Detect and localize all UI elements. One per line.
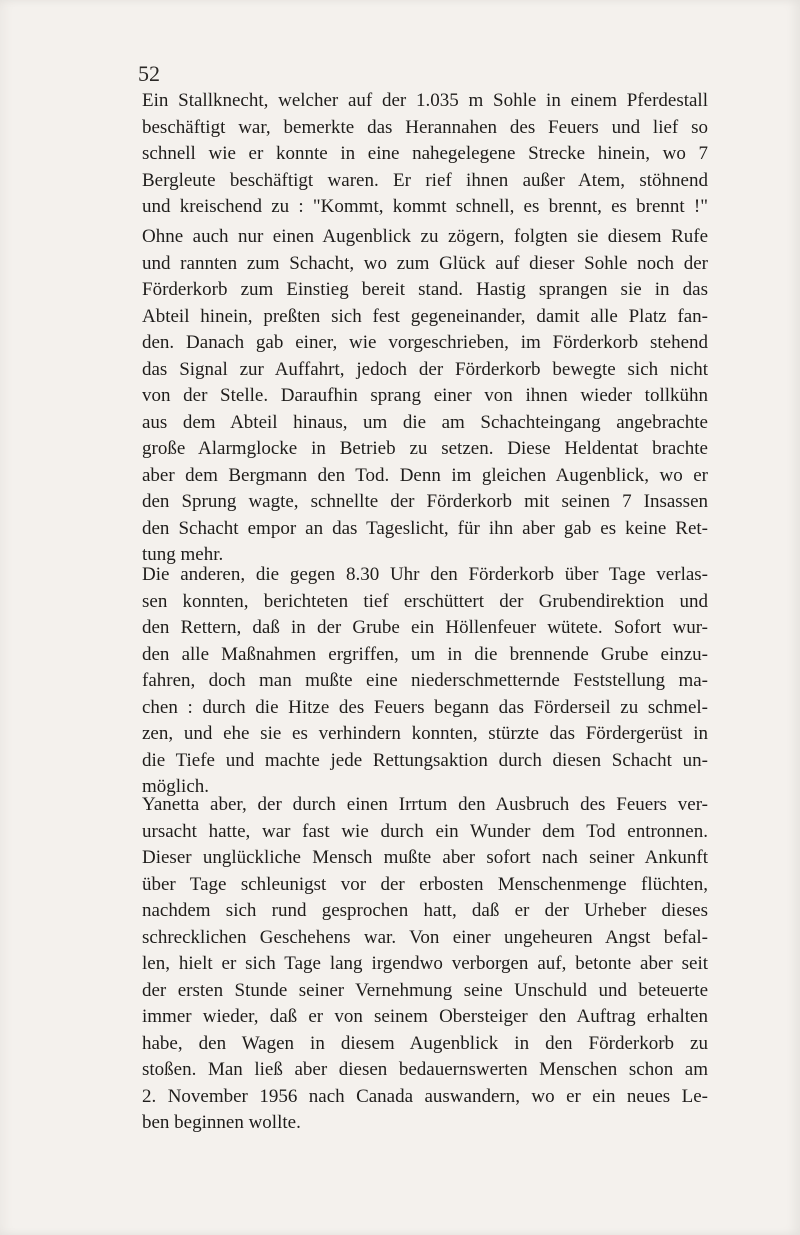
text-line: den alle Maßnahmen ergriffen, um in die brennende Grube einzu- — [142, 643, 708, 665]
text-line: der ersten Stunde seiner Vernehmung seine Unschuld und beteuerte — [142, 979, 708, 1001]
text-line: fahren, doch man mußte eine niederschmetternde Feststellung ma- — [142, 670, 708, 691]
text-line: aber dem Bergmann den Tod. Denn im gleichen Augenblick, wo er — [142, 464, 708, 486]
text-line: schrecklichen Geschehens war. Von einer ungeheuren Angst befal- — [142, 926, 708, 948]
text-line: stoßen. Man ließ aber diesen bedauernswerten Menschen schon am — [142, 1059, 708, 1080]
text-line: den Schacht empor an das Tageslicht, für ihn aber gab es keine Ret- — [142, 517, 708, 539]
text-line: die Tiefe und machte jede Rettungsaktion durch diesen Schacht un- — [142, 749, 708, 771]
paragraph-3 — [142, 562, 708, 801]
text-line: chen : durch die Hitze des Feuers begann das Förderseil zu schmel- — [142, 696, 708, 718]
text-line: den Rettern, daß in der Grube ein Höllenfeuer wütete. Sofort wur- — [142, 617, 708, 638]
text-line: Dieser unglückliche Mensch mußte aber sofort nach seiner Ankunft — [142, 847, 708, 868]
text-line: 2. November 1956 nach Canada auswandern, wo er ein neues Le- — [142, 1085, 708, 1107]
text-line: beschäftigt war, bemerkte das Herannahen des Feuers und lief so — [142, 116, 708, 138]
text-line: Ein Stallknecht, welcher auf der 1.035 m Sohle in einem Pferdestall — [142, 90, 708, 111]
text-line: len, hielt er sich Tage lang irgendwo verborgen auf, betonte aber seit — [142, 953, 708, 974]
text-line: Yanetta aber, der durch einen Irrtum den Ausbruch des Feuers ver- — [142, 794, 708, 815]
text-line: zen, und ehe sie es verhindern konnten, stürzte das Fördergerüst in — [142, 723, 708, 744]
text-line: ursacht hatte, war fast wie durch ein Wunder dem Tod entronnen. — [142, 820, 708, 842]
text-line: von der Stelle. Daraufhin sprang einer von ihnen wieder tollkühn — [142, 385, 708, 406]
text-line: möglich. — [142, 776, 210, 797]
paragraph-2 — [142, 224, 708, 569]
text-line: aus dem Abteil hinaus, um die am Schachteingang angebrachte — [142, 411, 708, 433]
text-line: große Alarmglocke in Betrieb zu setzen. Diese Heldentat brachte — [142, 438, 708, 459]
text-line: schnell wie er konnte in eine nahegelegene Strecke hinein, wo 7 — [142, 143, 708, 164]
text-line: Die anderen, die gegen 8.30 Uhr den Förderkorb über Tage verlas- — [142, 564, 708, 585]
text-line: und kreischend zu : "Kommt, kommt schnell, es brennt, es brennt !" — [142, 196, 708, 217]
text-line: und rannten zum Schacht, wo zum Glück auf dieser Sohle noch der — [142, 252, 708, 274]
text-line: habe, den Wagen in diesem Augenblick in den Förderkorb zu — [142, 1032, 708, 1054]
page-number: 52 — [138, 61, 160, 86]
text-line: immer wieder, daß er von seinem Obersteiger den Auftrag erhalten — [142, 1006, 708, 1027]
paragraph-4 — [142, 792, 708, 1137]
text-line: sen konnten, berichteten tief erschüttert der Grubendirektion und — [142, 590, 708, 612]
text-line: den. Danach gab einer, wie vorgeschrieben, im Förderkorb stehend — [142, 332, 708, 353]
text-line: nachdem sich rund gesprochen hatt, daß er der Urheber dieses — [142, 900, 708, 921]
text-line: Förderkorb zum Einstieg bereit stand. Hastig sprangen sie in das — [142, 279, 708, 300]
text-line: das Signal zur Auffahrt, jedoch der Förderkorb bewegte sich nicht — [142, 358, 708, 380]
text-line: ben beginnen wollte. — [142, 1112, 301, 1133]
text-line: über Tage schleunigst vor der erbosten Menschenmenge flüchten, — [142, 873, 708, 895]
text-line: Abteil hinein, preßten sich fest gegeneinander, damit alle Platz fan- — [142, 305, 708, 327]
text-line: Ohne auch nur einen Augenblick zu zögern, folgten sie diesem Rufe — [142, 226, 708, 247]
text-line: den Sprung wagte, schnellte der Förderkorb mit seinen 7 Insassen — [142, 491, 708, 512]
text-line: Bergleute beschäftigt waren. Er rief ihnen außer Atem, stöhnend — [142, 169, 708, 191]
paragraph-1 — [142, 88, 708, 221]
text-line: tung mehr. — [142, 544, 224, 565]
